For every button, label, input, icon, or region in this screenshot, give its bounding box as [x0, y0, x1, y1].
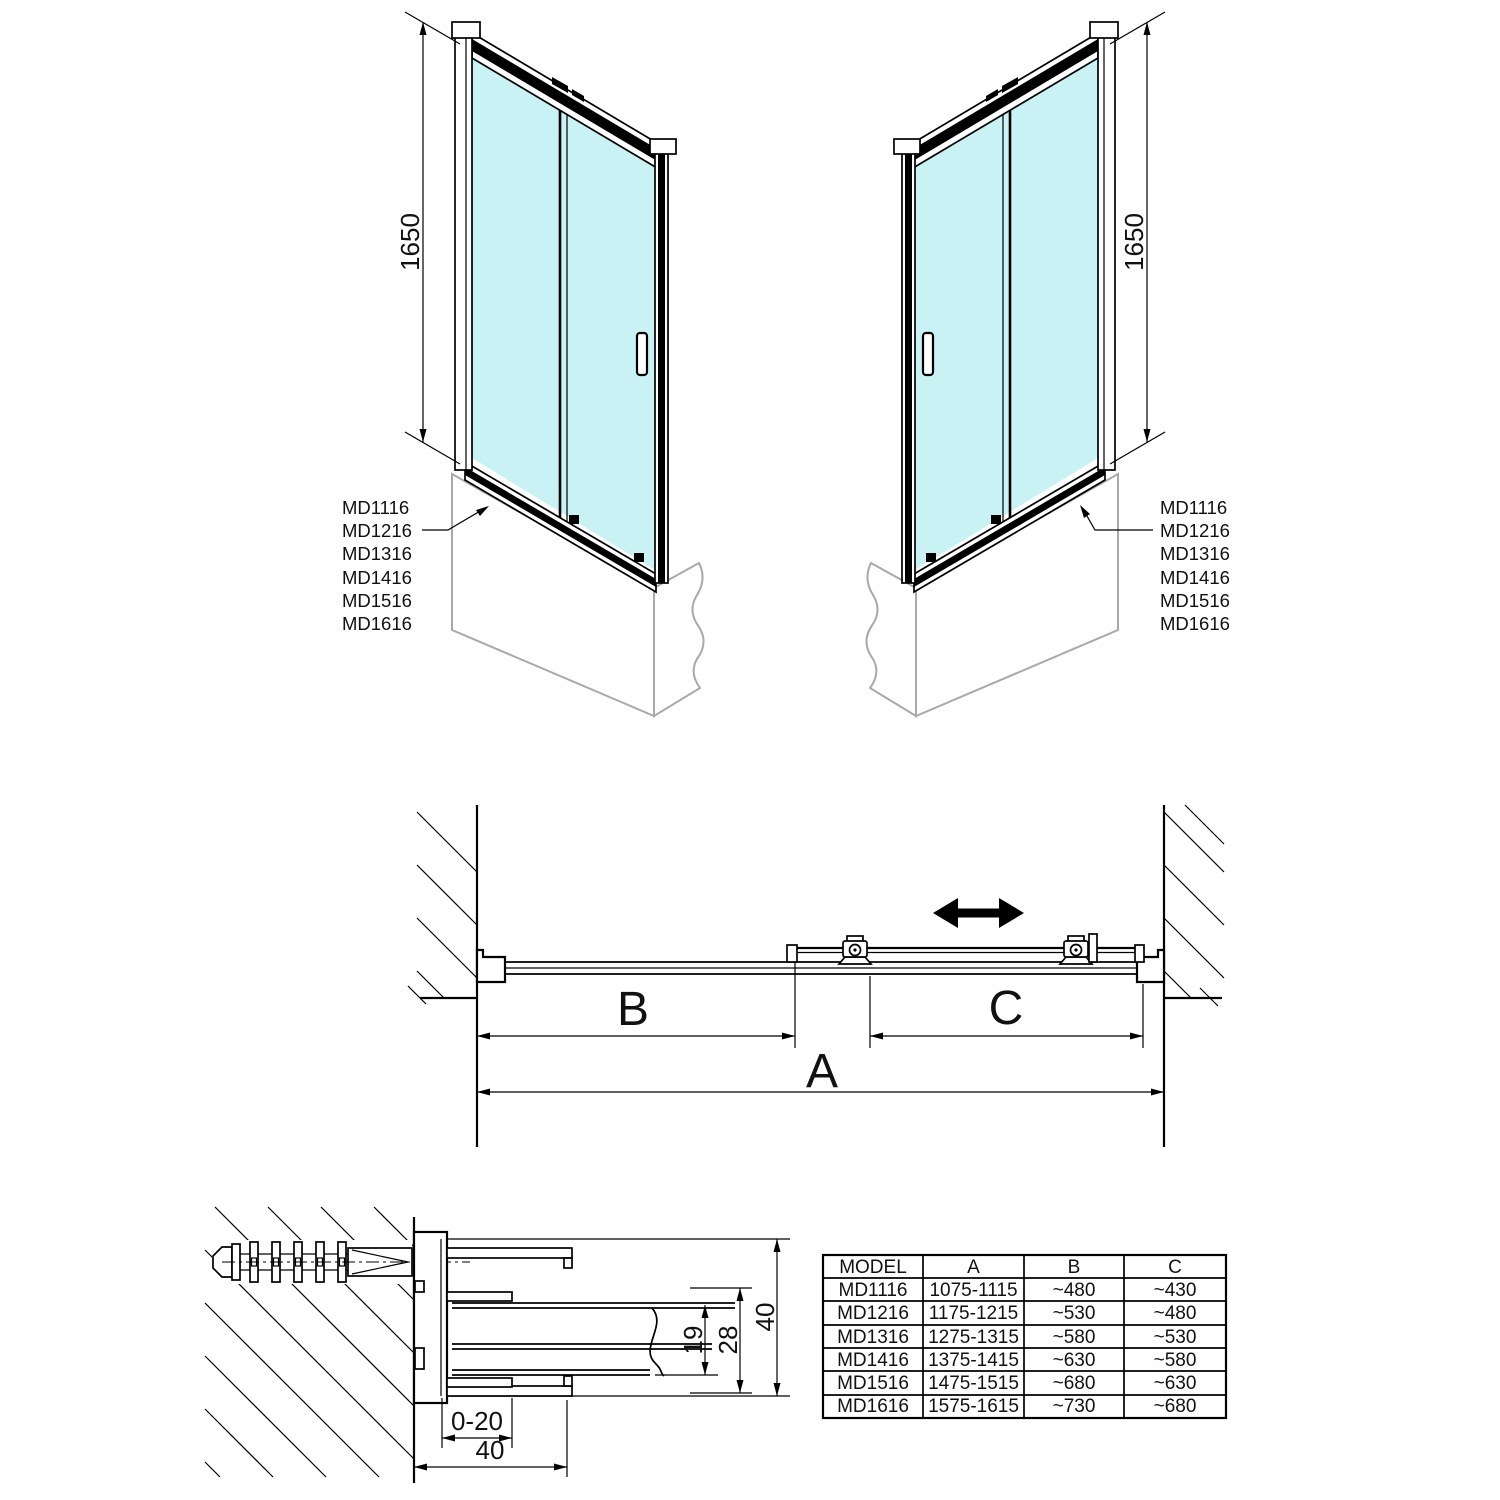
table-cell-a: 1075-1115: [929, 1280, 1018, 1301]
model-label: MD1316: [1160, 543, 1230, 564]
dimension-a-label: A: [805, 1045, 839, 1098]
table-cell-b: ~630: [1052, 1350, 1096, 1371]
roller-carriage: [1060, 936, 1092, 964]
table-cell-b: ~480: [1052, 1280, 1096, 1301]
height-value-left: 1650: [395, 213, 425, 271]
table-cell-a: 1175-1215: [928, 1303, 1019, 1324]
dimension-40-vertical: [750, 1239, 781, 1396]
table-cell-a: 1275-1315: [928, 1327, 1019, 1348]
wall-hatching: [1164, 805, 1224, 1006]
dimension-28-label: 28: [713, 1325, 743, 1355]
table-cell-model: MD1516: [837, 1373, 909, 1394]
table-cell-b: ~530: [1052, 1303, 1096, 1324]
dimension-40v-label: 40: [750, 1302, 780, 1332]
table-header-b: B: [1067, 1257, 1081, 1278]
table-cell-c: ~480: [1153, 1303, 1197, 1324]
door-handle-left-view: [637, 333, 647, 375]
spec-table: [823, 1255, 1226, 1418]
model-label: MD1616: [1160, 613, 1230, 634]
dimension-b: [477, 983, 795, 1040]
end-stop-tab: [1089, 934, 1097, 962]
model-label: MD1116: [1160, 497, 1228, 518]
detail-dimensions: [414, 1239, 781, 1477]
plan-dimensions: [477, 963, 1164, 1098]
plan-wall-right: [1164, 805, 1224, 1147]
dimension-adjust-label: 0-20: [450, 1406, 504, 1436]
model-label: MD1516: [1160, 590, 1230, 611]
table-header-c: C: [1168, 1257, 1182, 1278]
plan-view: [408, 805, 1224, 1147]
table-header-a: A: [967, 1257, 980, 1278]
slide-direction-arrow: [933, 898, 1024, 928]
model-label: MD1416: [1160, 567, 1230, 588]
table-cell-model: MD1116: [838, 1280, 908, 1301]
model-label: MD1116: [342, 497, 410, 518]
table-cell-c: ~630: [1153, 1373, 1197, 1394]
door-handle-right-view: [923, 333, 933, 375]
profile-detail-view: [205, 1207, 790, 1483]
table-cell-model: MD1416: [837, 1350, 909, 1371]
table-row: [837, 1350, 1196, 1371]
dimension-40b-label: 40: [475, 1435, 505, 1465]
table-cell-b: ~580: [1052, 1327, 1096, 1348]
table-cell-c: ~530: [1153, 1327, 1197, 1348]
table-cell-a: 1375-1415: [928, 1350, 1019, 1371]
sliding-panel-plan: [787, 934, 1144, 964]
dimension-c-label: C: [988, 982, 1024, 1035]
roller-carriage: [839, 936, 871, 964]
model-label: MD1616: [342, 613, 412, 634]
model-label: MD1216: [342, 520, 412, 541]
table-cell-a: 1475-1515: [928, 1373, 1019, 1394]
model-label: MD1416: [342, 567, 412, 588]
height-dimension-left: [395, 12, 460, 464]
table-cell-c: ~680: [1153, 1396, 1197, 1417]
table-cell-a: 1575-1615: [928, 1396, 1019, 1417]
table-cell-model: MD1216: [837, 1303, 909, 1324]
dimension-c: [870, 982, 1143, 1040]
table-row: [839, 1280, 1197, 1301]
break-line: [650, 1308, 664, 1376]
dimension-19-label: 19: [678, 1325, 708, 1355]
table-row: [837, 1373, 1196, 1394]
model-label: MD1316: [342, 543, 412, 564]
table-cell-b: ~680: [1052, 1373, 1096, 1394]
plan-wall-left: [408, 805, 477, 1147]
table-row: [837, 1396, 1196, 1417]
table-header-row: [839, 1257, 1182, 1278]
table-cell-b: ~730: [1052, 1396, 1096, 1417]
model-label: MD1216: [1160, 520, 1230, 541]
dimension-a: [477, 1045, 1164, 1098]
wall-hatching: [408, 812, 477, 1004]
table-cell-model: MD1316: [837, 1327, 909, 1348]
dimension-b-label: B: [616, 983, 650, 1036]
table-header-model: MODEL: [839, 1257, 907, 1278]
table-cell-c: ~430: [1153, 1280, 1197, 1301]
table-cell-c: ~580: [1153, 1350, 1197, 1371]
wall-profile-section: [414, 1232, 790, 1403]
height-dimension-right: [1110, 12, 1165, 464]
front-left-view: [342, 12, 704, 716]
table-cell-model: MD1616: [837, 1396, 909, 1417]
model-label: MD1516: [342, 590, 412, 611]
dimension-19: [678, 1305, 709, 1375]
front-right-view: [866, 12, 1229, 716]
table-row: [837, 1327, 1196, 1348]
fixed-panel-plan: [477, 950, 1164, 982]
height-value-right: 1650: [1119, 213, 1149, 271]
table-row: [837, 1303, 1196, 1324]
